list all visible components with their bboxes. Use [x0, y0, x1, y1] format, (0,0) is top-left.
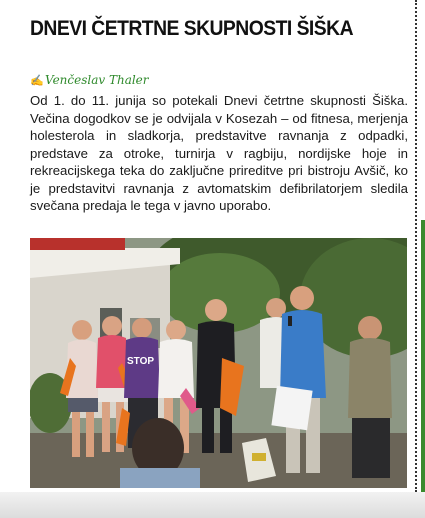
author-name: Venčeslav Thaler — [45, 73, 149, 87]
article-body: Od 1. do 11. junija so potekali Dnevi četrtne skupnosti Šiška. Večina dogodkov se je odvijala v Kosezah – od fitnesa, merjenja holesterola in sladkorja, predstavitve ravnanja z odpadki, predstave za otroke, turnirja v ragbiju, nordijske hoje in rekreacijskega teka do zaključne prireditve pri bistroju Avšič, ko je predstavitvi ravnanja z avtomatskim defibrilatorjem sledila svečana predaja le tega v javno uporabo. — [30, 93, 408, 213]
pen-nib-icon: ✍ — [30, 74, 44, 87]
adjacent-page-edge — [421, 220, 425, 492]
article-headline: DNEVI ČETRTNE SKUPNOSTI ŠIŠKA — [30, 16, 354, 40]
author-byline — [30, 72, 149, 89]
shirt-text: STOP — [127, 356, 155, 367]
article-photo — [30, 238, 407, 488]
column-divider — [415, 0, 417, 492]
page-bottom-strip — [0, 492, 425, 518]
